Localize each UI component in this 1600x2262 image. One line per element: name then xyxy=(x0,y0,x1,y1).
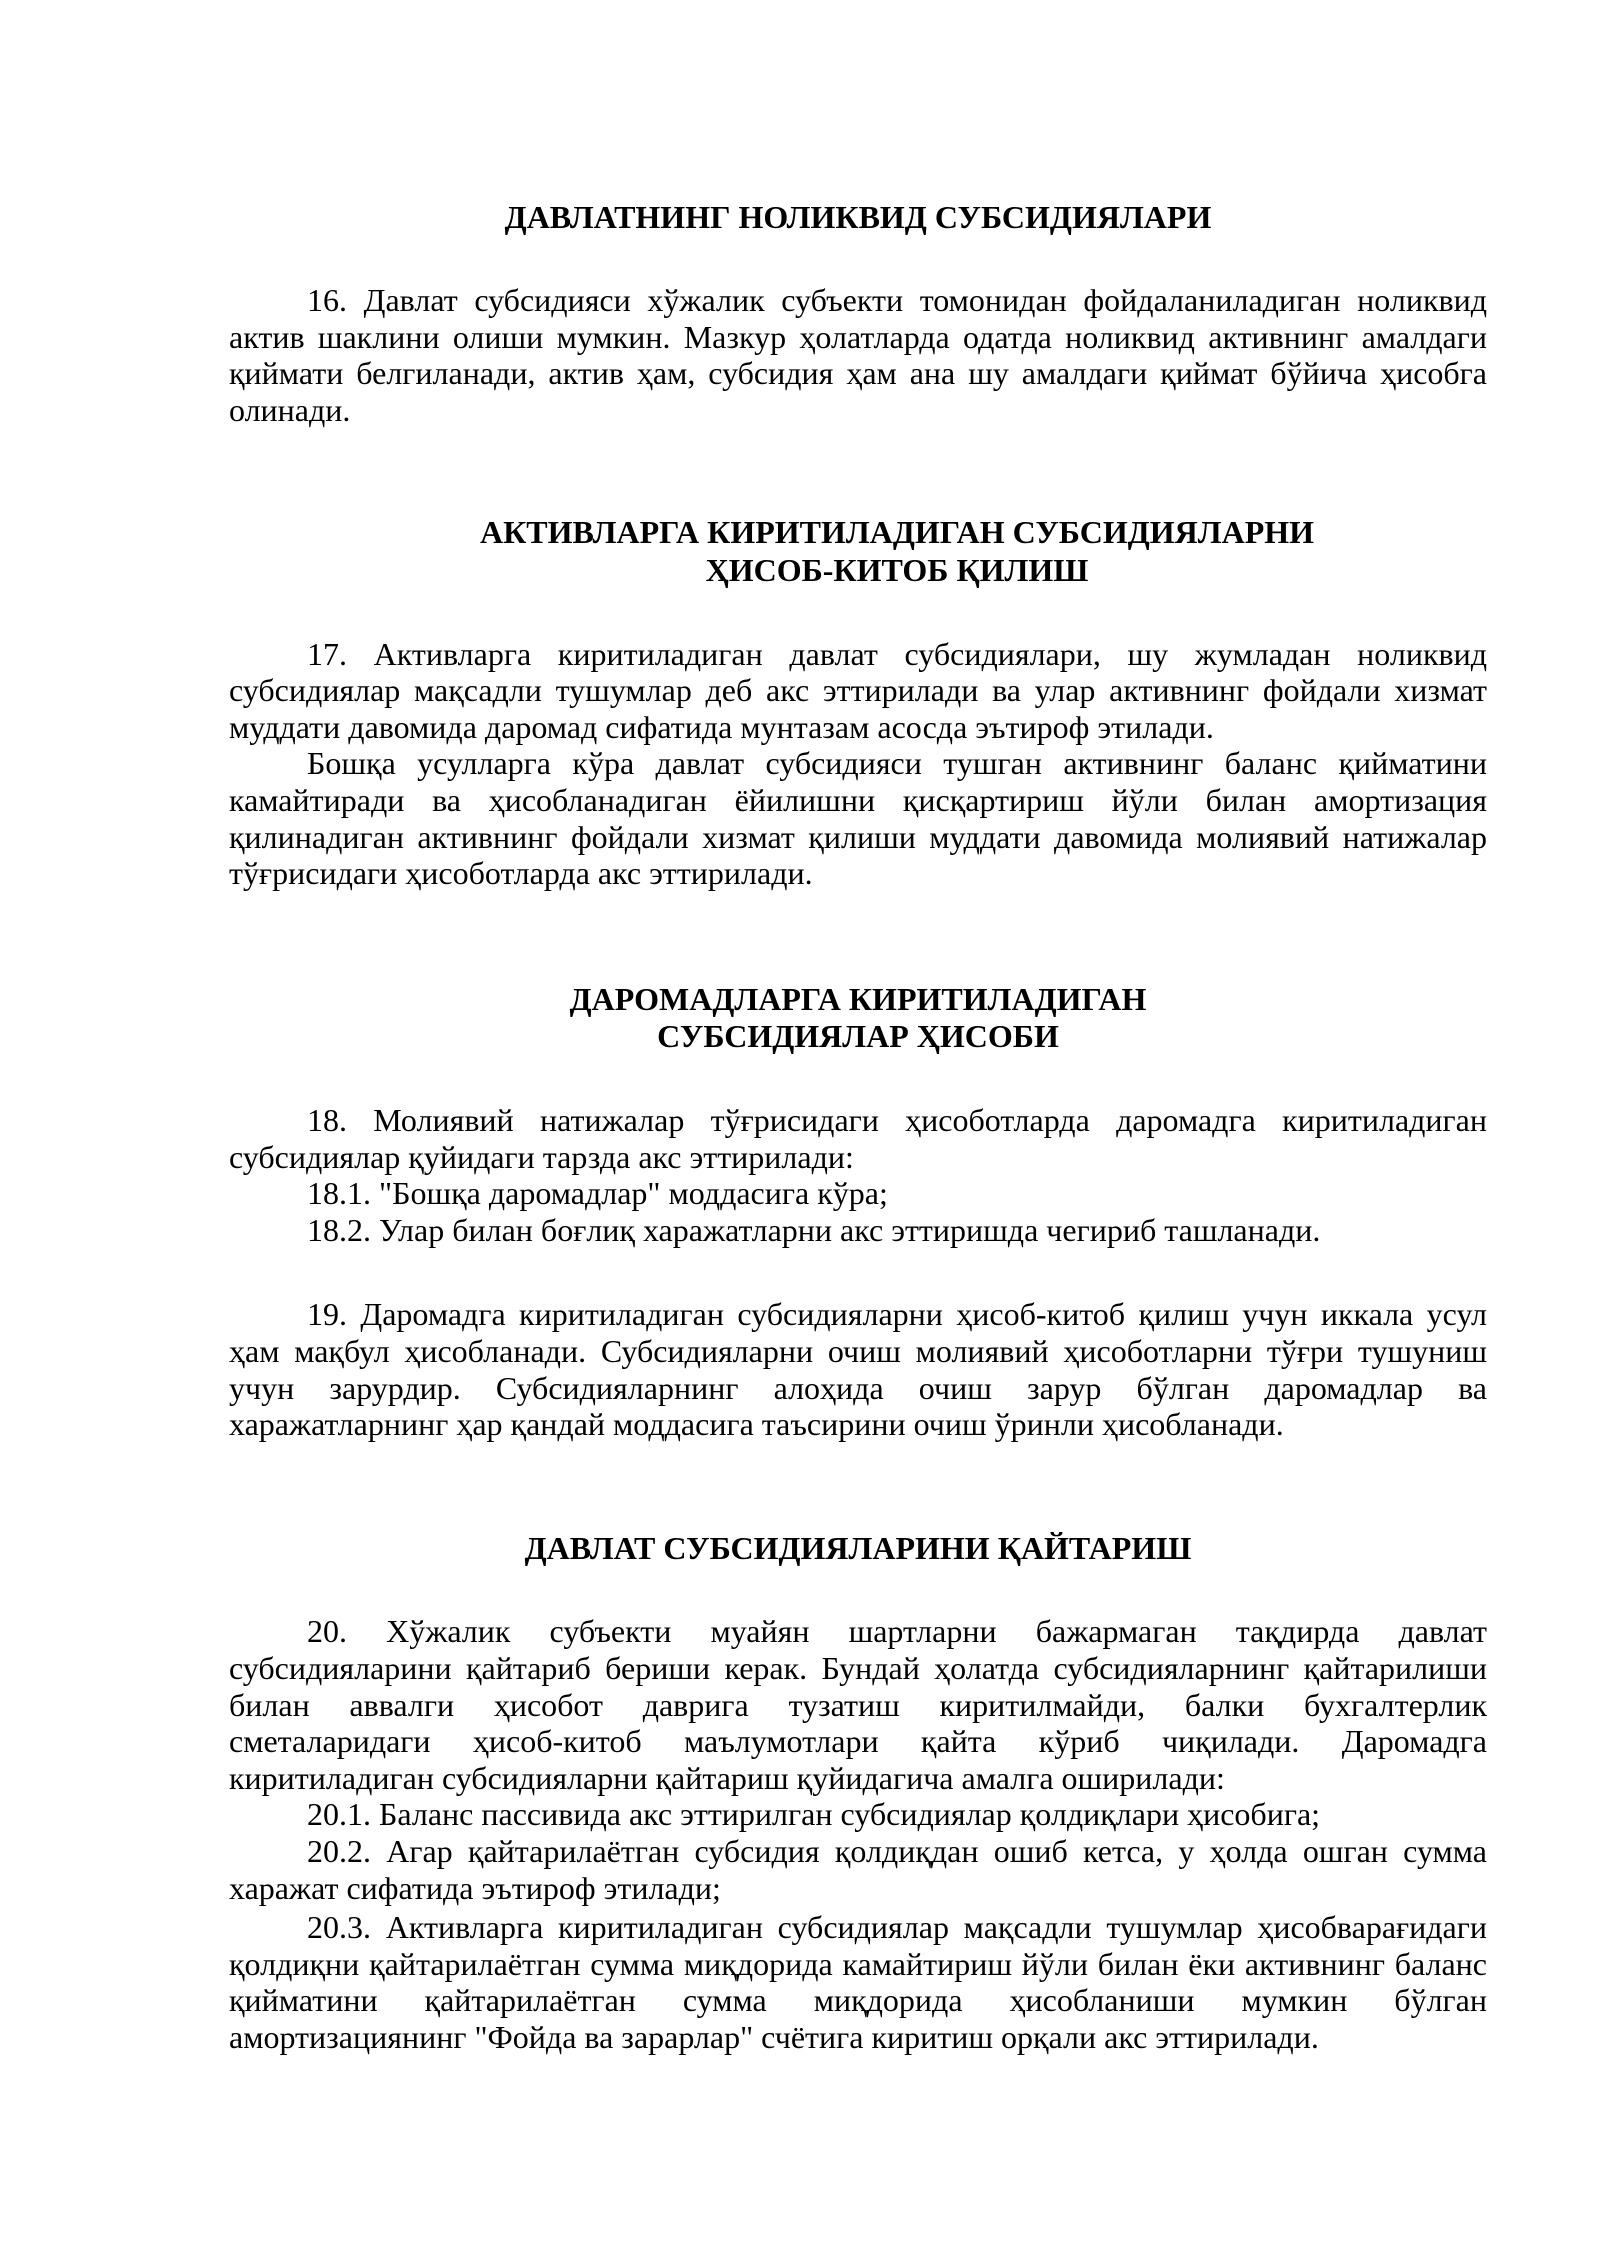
text-line: учун зарурдир. Субсидияларнинг алоҳида очиш зарур бўлган даромадлар ва xyxy=(229,1369,1487,1406)
text-line: харажатларнинг ҳар қандай моддасига таъсирини очиш ўринли ҳисобланади. xyxy=(229,1406,1284,1443)
text-line: 19. Даромадга киритиладиган субсидияларни ҳисоб-китоб қилиш учун иккала усул xyxy=(307,1296,1487,1333)
text-line: 20.2. Агар қайтарилаётган субсидия қолдиқдан ошиб кетса, у ҳолда ошган сумма xyxy=(307,1832,1487,1869)
section-subsidy-repayment xyxy=(229,1530,1487,2056)
text-line: қиймати белгиланади, актив ҳам, субсидия ҳам ана шу амалдаги қиймат бўйича ҳисобга xyxy=(229,355,1487,392)
section-heading-line: АКТИВЛАРГА КИРИТИЛАДИГАН СУБСИДИЯЛАРНИ xyxy=(479,514,1315,551)
text-line: киритиладиган субсидияларни қайтариш қуйидагича амалга оширилади: xyxy=(229,1759,1225,1796)
section-heading xyxy=(229,199,1487,237)
text-line: қийматини қайтарилаётган сумма миқдорида ҳисобланиши мумкин бўлган xyxy=(229,1982,1487,2019)
section-asset-subsidies xyxy=(229,514,1487,891)
section-heading-line: СУБСИДИЯЛАР ҲИСОБИ xyxy=(657,1018,1059,1055)
section-heading xyxy=(229,1530,1487,1568)
text-line: актив шаклини олиши мумкин. Мазкур ҳолатларда одатда ноликвид активнинг амалдаги xyxy=(229,318,1487,355)
text-line: тўғрисидаги ҳисоботларда акс эттирилади. xyxy=(229,855,813,892)
document-body xyxy=(229,199,1487,2056)
text-line: амортизациянинг "Фойда ва зарарлар" счётига киритиш орқали акс эттирилади. xyxy=(229,2018,1319,2055)
text-line: қилинадиган активнинг фойдали хизмат қилиши муддати давомида молиявий натижалар xyxy=(229,818,1487,855)
paragraph-16 xyxy=(229,282,1487,428)
text-line: Бошқа усулларга кўра давлат субсидияси тушган активнинг баланс қийматини xyxy=(307,745,1487,782)
clause-20-2 xyxy=(229,1833,1487,1906)
clause-20-3 xyxy=(229,1909,1487,2055)
text-line: билан аввалги ҳисобот даврига тузатиш киритилмайди, балки бухгалтерлик xyxy=(229,1686,1487,1723)
section-heading xyxy=(229,514,1487,589)
paragraph-17-continued xyxy=(229,745,1487,891)
text-line: субсидияларини қайтариб бериши керак. Бундай ҳолатда субсидияларнинг қайтарилиши xyxy=(229,1649,1487,1686)
clause-20-1 xyxy=(229,1796,1487,1833)
text-line: 20.1. Баланс пассивида акс эттирилган субсидиялар қолдиқлари ҳисобига; xyxy=(307,1796,1321,1833)
text-line: камайтиради ва ҳисобланадиган ёйилишни қисқартириш йўли билан амортизация xyxy=(229,782,1487,819)
text-line: олинади. xyxy=(229,391,351,428)
paragraph-17 xyxy=(229,636,1487,746)
text-line: 16. Давлат субсидияси хўжалик субъекти томонидан фойдаланиладиган ноликвид xyxy=(307,282,1487,319)
text-line: ҳам мақбул ҳисобланади. Субсидияларни очиш молиявий ҳисоботларни тўғри тушуниш xyxy=(229,1332,1487,1369)
text-line: 20. Хўжалик субъекти муайян шартларни бажармаган тақдирда давлат xyxy=(307,1613,1487,1650)
text-line: қолдиқни қайтарилаётган сумма миқдорида камайтириш йўли билан ёки активнинг баланс xyxy=(229,1945,1487,1982)
text-line: 17. Активларга киритиладиган давлат субсидиялари, шу жумладан ноликвид xyxy=(307,635,1487,672)
section-illiquid-subsidies xyxy=(229,199,1487,429)
section-heading-line: ДАВЛАТНИНГ НОЛИКВИД СУБСИДИЯЛАРИ xyxy=(504,198,1212,235)
paragraph-18 xyxy=(229,1102,1487,1175)
clause-18-2 xyxy=(229,1212,1487,1249)
text-line: субсидиялар қуйидаги тарзда акс эттирилади: xyxy=(229,1138,854,1175)
text-line: 18. Молиявий натижалар тўғрисидаги ҳисоботларда даромадга киритиладиган xyxy=(307,1102,1487,1138)
text-line: 18.2. Улар билан боғлиқ харажатларни акс эттиришда чегириб ташланади. xyxy=(307,1211,1321,1248)
text-line: субсидиялар мақсадли тушумлар деб акс эттирилади ва улар активнинг фойдали хизмат xyxy=(229,672,1487,709)
section-income-subsidies xyxy=(229,981,1487,1443)
text-line: 20.3. Активларга киритиладиган субсидиялар мақсадли тушумлар ҳисобварағидаги xyxy=(307,1909,1487,1946)
paragraph-19 xyxy=(229,1296,1487,1442)
text-line: муддати давомида даромад сифатида мунтазам асосда эътироф этилади. xyxy=(229,708,1214,745)
text-line: сметаларидаги ҳисоб-китоб маълумотлари қайта кўриб чиқилади. Даромадга xyxy=(229,1723,1487,1760)
paragraph-20 xyxy=(229,1613,1487,1796)
section-heading-line: ДАВЛАТ СУБСИДИЯЛАРИНИ ҚАЙТАРИШ xyxy=(524,1529,1192,1566)
section-heading-line: ДАРОМАДЛАРГА КИРИТИЛАДИГАН xyxy=(569,980,1147,1017)
section-heading xyxy=(229,981,1487,1056)
clause-18-1 xyxy=(229,1175,1487,1212)
text-line: 18.1. "Бошқа даромадлар" моддасига кўра; xyxy=(307,1175,888,1212)
text-line: харажат сифатида эътироф этилади; xyxy=(229,1869,721,1906)
section-heading-line: ҲИСОБ-КИТОБ ҚИЛИШ xyxy=(705,552,1089,589)
